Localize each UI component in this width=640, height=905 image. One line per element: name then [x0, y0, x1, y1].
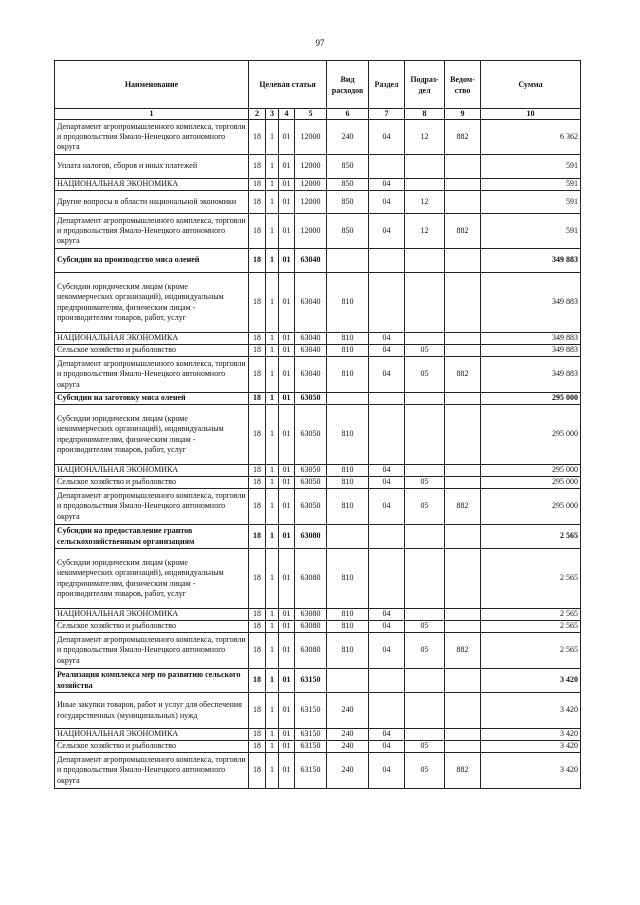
target-code-3: 01 — [279, 489, 295, 525]
expense-type-cell: 810 — [327, 489, 369, 525]
amount-cell: 349 883 — [481, 249, 581, 273]
department-cell — [445, 621, 481, 633]
target-code-3: 01 — [279, 214, 295, 249]
target-code-1: 18 — [249, 357, 266, 393]
table-row — [55, 249, 581, 273]
amount-cell: 2 565 — [481, 633, 581, 669]
subsection-cell: 05 — [405, 741, 445, 753]
target-code-1: 18 — [249, 191, 266, 214]
target-code-4: 63050 — [295, 393, 327, 405]
target-code-4: 63080 — [295, 621, 327, 633]
target-code-4: 63050 — [295, 405, 327, 465]
section-cell: 04 — [369, 179, 405, 191]
table-row — [55, 753, 581, 789]
row-name: Сельское хозяйство и рыболовство — [55, 621, 249, 633]
table-row — [55, 549, 581, 609]
target-code-4: 63150 — [295, 741, 327, 753]
column-number: 6 — [327, 109, 369, 120]
expense-type-cell — [327, 525, 369, 549]
target-code-4: 63080 — [295, 609, 327, 621]
target-code-2: 1 — [266, 693, 279, 729]
subsection-cell — [405, 155, 445, 179]
target-code-3: 01 — [279, 273, 295, 333]
row-name: Уплата налогов, сборов и иных платежей — [55, 155, 249, 179]
target-code-1: 18 — [249, 477, 266, 489]
target-code-3: 01 — [279, 179, 295, 191]
expense-type-cell — [327, 393, 369, 405]
target-code-1: 18 — [249, 489, 266, 525]
row-name: Сельское хозяйство и рыболовство — [55, 345, 249, 357]
table-row — [55, 191, 581, 214]
header-row — [55, 61, 581, 109]
section-cell: 04 — [369, 621, 405, 633]
expense-type-cell: 810 — [327, 333, 369, 345]
subsection-cell: 05 — [405, 345, 445, 357]
target-code-1: 18 — [249, 609, 266, 621]
column-number: 1 — [55, 109, 249, 120]
section-cell — [369, 393, 405, 405]
subsection-cell — [405, 179, 445, 191]
department-cell — [445, 155, 481, 179]
department-cell: 882 — [445, 489, 481, 525]
subsection-cell: 12 — [405, 214, 445, 249]
target-code-4: 63040 — [295, 333, 327, 345]
department-cell — [445, 729, 481, 741]
expense-type-cell: 850 — [327, 214, 369, 249]
section-cell: 04 — [369, 214, 405, 249]
table-body — [55, 120, 581, 789]
target-code-1: 18 — [249, 393, 266, 405]
subsection-cell — [405, 393, 445, 405]
expense-type-cell: 810 — [327, 345, 369, 357]
column-number: 4 — [279, 109, 295, 120]
target-code-2: 1 — [266, 753, 279, 789]
target-code-2: 1 — [266, 621, 279, 633]
target-code-2: 1 — [266, 741, 279, 753]
subsection-cell — [405, 525, 445, 549]
column-number: 5 — [295, 109, 327, 120]
table-row — [55, 393, 581, 405]
target-code-2: 1 — [266, 405, 279, 465]
amount-cell: 295 000 — [481, 477, 581, 489]
subsection-cell: 12 — [405, 120, 445, 155]
amount-cell: 2 565 — [481, 609, 581, 621]
target-code-4: 63040 — [295, 273, 327, 333]
target-code-1: 18 — [249, 549, 266, 609]
target-code-3: 01 — [279, 249, 295, 273]
section-cell: 04 — [369, 729, 405, 741]
target-code-2: 1 — [266, 669, 279, 693]
amount-cell: 2 565 — [481, 549, 581, 609]
subsection-cell: 05 — [405, 633, 445, 669]
subsection-cell: 05 — [405, 489, 445, 525]
table-row — [55, 729, 581, 741]
target-code-4: 12000 — [295, 120, 327, 155]
target-code-3: 01 — [279, 345, 295, 357]
amount-cell: 349 883 — [481, 333, 581, 345]
department-cell: 882 — [445, 633, 481, 669]
expense-type-cell: 810 — [327, 621, 369, 633]
section-cell — [369, 525, 405, 549]
row-name: Департамент агропромышленного комплекса, торговли и продовольствия Ямало-Ненецкого автономного округа — [55, 357, 249, 393]
subsection-cell — [405, 249, 445, 273]
amount-cell: 295 000 — [481, 489, 581, 525]
row-name: НАЦИОНАЛЬНАЯ ЭКОНОМИКА — [55, 179, 249, 191]
subsection-cell — [405, 333, 445, 345]
target-code-4: 63040 — [295, 345, 327, 357]
target-code-3: 01 — [279, 729, 295, 741]
department-cell — [445, 741, 481, 753]
department-cell — [445, 549, 481, 609]
target-code-4: 63040 — [295, 249, 327, 273]
department-cell: 882 — [445, 120, 481, 155]
header-department: Ведом-ство — [445, 61, 481, 109]
section-cell: 04 — [369, 741, 405, 753]
target-code-4: 12000 — [295, 155, 327, 179]
target-code-2: 1 — [266, 179, 279, 191]
target-code-1: 18 — [249, 179, 266, 191]
target-code-1: 18 — [249, 693, 266, 729]
row-name: НАЦИОНАЛЬНАЯ ЭКОНОМИКА — [55, 609, 249, 621]
target-code-2: 1 — [266, 549, 279, 609]
target-code-3: 01 — [279, 633, 295, 669]
target-code-3: 01 — [279, 393, 295, 405]
target-code-4: 63050 — [295, 465, 327, 477]
row-name: НАЦИОНАЛЬНАЯ ЭКОНОМИКА — [55, 333, 249, 345]
row-name: Департамент агропромышленного комплекса, торговли и продовольствия Ямало-Ненецкого автономного округа — [55, 753, 249, 789]
target-code-2: 1 — [266, 357, 279, 393]
target-code-2: 1 — [266, 120, 279, 155]
target-code-1: 18 — [249, 621, 266, 633]
target-code-2: 1 — [266, 345, 279, 357]
target-code-1: 18 — [249, 214, 266, 249]
target-code-1: 18 — [249, 669, 266, 693]
row-name: Департамент агропромышленного комплекса, торговли и продовольствия Ямало-Ненецкого автономного округа — [55, 489, 249, 525]
section-cell — [369, 669, 405, 693]
table-row — [55, 345, 581, 357]
header-amount: Сумма — [481, 61, 581, 109]
subsection-cell — [405, 609, 445, 621]
target-code-4: 63150 — [295, 693, 327, 729]
row-name: Сельское хозяйство и рыболовство — [55, 477, 249, 489]
amount-cell: 3 420 — [481, 693, 581, 729]
amount-cell: 2 565 — [481, 525, 581, 549]
target-code-3: 01 — [279, 357, 295, 393]
section-cell — [369, 273, 405, 333]
subsection-cell: 05 — [405, 357, 445, 393]
amount-cell: 591 — [481, 214, 581, 249]
amount-cell: 349 883 — [481, 273, 581, 333]
row-name: Департамент агропромышленного комплекса, торговли и продовольствия Ямало-Ненецкого автономного округа — [55, 633, 249, 669]
expense-type-cell — [327, 249, 369, 273]
expense-type-cell: 810 — [327, 465, 369, 477]
department-cell: 882 — [445, 357, 481, 393]
header-expense-type: Вид расходов — [327, 61, 369, 109]
amount-cell: 295 000 — [481, 405, 581, 465]
subsection-cell: 12 — [405, 191, 445, 214]
department-cell — [445, 693, 481, 729]
subsection-cell — [405, 465, 445, 477]
target-code-1: 18 — [249, 525, 266, 549]
target-code-4: 63080 — [295, 549, 327, 609]
target-code-2: 1 — [266, 525, 279, 549]
amount-cell: 591 — [481, 155, 581, 179]
expense-type-cell: 810 — [327, 273, 369, 333]
section-cell: 04 — [369, 333, 405, 345]
header-section: Раздел — [369, 61, 405, 109]
expense-type-cell: 810 — [327, 609, 369, 621]
table-row — [55, 669, 581, 693]
table-row — [55, 621, 581, 633]
subsection-cell — [405, 693, 445, 729]
target-code-1: 18 — [249, 155, 266, 179]
amount-cell: 3 420 — [481, 729, 581, 741]
expense-type-cell: 240 — [327, 753, 369, 789]
target-code-4: 63050 — [295, 489, 327, 525]
row-name: Субсидии юридическим лицам (кроме некоммерческих организаций), индивидуальным предпринимателям, физическим лицам - производителям товаров, работ, услуг — [55, 273, 249, 333]
section-cell — [369, 405, 405, 465]
section-cell: 04 — [369, 120, 405, 155]
expense-type-cell: 240 — [327, 693, 369, 729]
section-cell: 04 — [369, 345, 405, 357]
row-name: Субсидии юридическим лицам (кроме некоммерческих организаций), индивидуальным предпринимателям, физическим лицам - производителям товаров, работ, услуг — [55, 549, 249, 609]
amount-cell: 591 — [481, 179, 581, 191]
row-name: Субсидии на производство мяса оленей — [55, 249, 249, 273]
target-code-4: 63040 — [295, 357, 327, 393]
table-row — [55, 120, 581, 155]
amount-cell: 6 362 — [481, 120, 581, 155]
target-code-4: 63080 — [295, 525, 327, 549]
department-cell — [445, 669, 481, 693]
table-row — [55, 741, 581, 753]
table-row — [55, 214, 581, 249]
section-cell — [369, 155, 405, 179]
department-cell — [445, 525, 481, 549]
table-row — [55, 333, 581, 345]
department-cell — [445, 249, 481, 273]
expense-type-cell: 240 — [327, 120, 369, 155]
subsection-cell — [405, 669, 445, 693]
target-code-1: 18 — [249, 633, 266, 669]
table-row — [55, 609, 581, 621]
row-name: Другие вопросы в области национальной экономики — [55, 191, 249, 214]
row-name: Иные закупки товаров, работ и услуг для обеспечения государственных (муниципальных) нужд — [55, 693, 249, 729]
target-code-2: 1 — [266, 155, 279, 179]
department-cell — [445, 345, 481, 357]
amount-cell: 295 000 — [481, 465, 581, 477]
row-name: Департамент агропромышленного комплекса, торговли и продовольствия Ямало-Ненецкого автономного округа — [55, 214, 249, 249]
target-code-3: 01 — [279, 549, 295, 609]
target-code-2: 1 — [266, 214, 279, 249]
expense-type-cell: 810 — [327, 549, 369, 609]
table-row — [55, 179, 581, 191]
amount-cell: 3 420 — [481, 753, 581, 789]
department-cell — [445, 273, 481, 333]
subsection-cell — [405, 405, 445, 465]
table-row — [55, 693, 581, 729]
target-code-3: 01 — [279, 525, 295, 549]
target-code-3: 01 — [279, 120, 295, 155]
target-code-3: 01 — [279, 753, 295, 789]
section-cell: 04 — [369, 609, 405, 621]
section-cell: 04 — [369, 191, 405, 214]
expense-type-cell: 810 — [327, 633, 369, 669]
target-code-3: 01 — [279, 621, 295, 633]
row-name: Субсидии на предоставление грантов сельскохозяйственным организациям — [55, 525, 249, 549]
target-code-4: 63150 — [295, 753, 327, 789]
amount-cell: 349 883 — [481, 345, 581, 357]
department-cell — [445, 191, 481, 214]
target-code-2: 1 — [266, 609, 279, 621]
target-code-2: 1 — [266, 333, 279, 345]
target-code-1: 18 — [249, 405, 266, 465]
table-row — [55, 405, 581, 465]
amount-cell: 349 883 — [481, 357, 581, 393]
subsection-cell — [405, 549, 445, 609]
row-name: Департамент агропромышленного комплекса, торговли и продовольствия Ямало-Ненецкого автономного округа — [55, 120, 249, 155]
subsection-cell — [405, 273, 445, 333]
target-code-3: 01 — [279, 609, 295, 621]
column-number: 9 — [445, 109, 481, 120]
section-cell: 04 — [369, 477, 405, 489]
table-row — [55, 477, 581, 489]
target-code-1: 18 — [249, 333, 266, 345]
target-code-2: 1 — [266, 465, 279, 477]
target-code-3: 01 — [279, 741, 295, 753]
header-target: Целевая статья — [249, 61, 327, 109]
department-cell — [445, 333, 481, 345]
target-code-1: 18 — [249, 345, 266, 357]
amount-cell: 3 420 — [481, 669, 581, 693]
section-cell: 04 — [369, 357, 405, 393]
table-row — [55, 357, 581, 393]
expense-type-cell: 240 — [327, 729, 369, 741]
column-number: 3 — [266, 109, 279, 120]
expense-type-cell: 810 — [327, 357, 369, 393]
table-row — [55, 633, 581, 669]
section-cell — [369, 549, 405, 609]
target-code-1: 18 — [249, 753, 266, 789]
target-code-1: 18 — [249, 741, 266, 753]
table-row — [55, 273, 581, 333]
table-row — [55, 525, 581, 549]
expense-type-cell: 850 — [327, 155, 369, 179]
table-row — [55, 489, 581, 525]
target-code-4: 12000 — [295, 179, 327, 191]
section-cell: 04 — [369, 489, 405, 525]
section-cell: 04 — [369, 633, 405, 669]
target-code-3: 01 — [279, 669, 295, 693]
target-code-4: 12000 — [295, 191, 327, 214]
target-code-4: 63150 — [295, 669, 327, 693]
target-code-1: 18 — [249, 120, 266, 155]
section-cell: 04 — [369, 753, 405, 789]
target-code-4: 12000 — [295, 214, 327, 249]
expense-type-cell: 240 — [327, 741, 369, 753]
table-row — [55, 465, 581, 477]
department-cell: 882 — [445, 753, 481, 789]
row-name: Сельское хозяйство и рыболовство — [55, 741, 249, 753]
target-code-4: 63080 — [295, 633, 327, 669]
subsection-cell: 05 — [405, 621, 445, 633]
subsection-cell — [405, 729, 445, 741]
target-code-3: 01 — [279, 191, 295, 214]
expense-type-cell — [327, 669, 369, 693]
target-code-2: 1 — [266, 191, 279, 214]
column-number: 7 — [369, 109, 405, 120]
target-code-2: 1 — [266, 393, 279, 405]
target-code-3: 01 — [279, 465, 295, 477]
section-cell — [369, 249, 405, 273]
department-cell — [445, 405, 481, 465]
column-number: 2 — [249, 109, 266, 120]
subsection-cell: 05 — [405, 477, 445, 489]
column-number: 8 — [405, 109, 445, 120]
section-cell: 04 — [369, 465, 405, 477]
header-subsection: Подраз-дел — [405, 61, 445, 109]
row-name: НАЦИОНАЛЬНАЯ ЭКОНОМИКА — [55, 465, 249, 477]
target-code-3: 01 — [279, 333, 295, 345]
expense-type-cell: 850 — [327, 179, 369, 191]
target-code-3: 01 — [279, 155, 295, 179]
row-name: Реализация комплекса мер по развитию сельского хозяйства — [55, 669, 249, 693]
target-code-2: 1 — [266, 633, 279, 669]
target-code-4: 63050 — [295, 477, 327, 489]
department-cell: 882 — [445, 214, 481, 249]
row-name: Субсидии на заготовку мяса оленей — [55, 393, 249, 405]
amount-cell: 295 000 — [481, 393, 581, 405]
budget-table — [54, 60, 581, 789]
column-number: 10 — [481, 109, 581, 120]
target-code-1: 18 — [249, 249, 266, 273]
target-code-1: 18 — [249, 729, 266, 741]
target-code-2: 1 — [266, 249, 279, 273]
expense-type-cell: 850 — [327, 191, 369, 214]
column-numbers-row — [55, 109, 581, 120]
amount-cell: 2 565 — [481, 621, 581, 633]
department-cell — [445, 465, 481, 477]
amount-cell: 591 — [481, 191, 581, 214]
target-code-2: 1 — [266, 729, 279, 741]
section-cell — [369, 693, 405, 729]
page-number: 97 — [315, 38, 325, 48]
target-code-4: 63150 — [295, 729, 327, 741]
target-code-3: 01 — [279, 477, 295, 489]
header-name: Наименование — [55, 61, 249, 109]
row-name: Субсидии юридическим лицам (кроме некоммерческих организаций), индивидуальным предпринимателям, физическим лицам - производителям товаров, работ, услуг — [55, 405, 249, 465]
target-code-3: 01 — [279, 693, 295, 729]
department-cell — [445, 477, 481, 489]
table-row — [55, 155, 581, 179]
department-cell — [445, 609, 481, 621]
target-code-1: 18 — [249, 465, 266, 477]
target-code-1: 18 — [249, 273, 266, 333]
target-code-3: 01 — [279, 405, 295, 465]
subsection-cell: 05 — [405, 753, 445, 789]
row-name: НАЦИОНАЛЬНАЯ ЭКОНОМИКА — [55, 729, 249, 741]
target-code-2: 1 — [266, 489, 279, 525]
expense-type-cell: 810 — [327, 477, 369, 489]
amount-cell: 3 420 — [481, 741, 581, 753]
target-code-2: 1 — [266, 477, 279, 489]
department-cell — [445, 179, 481, 191]
target-code-2: 1 — [266, 273, 279, 333]
department-cell — [445, 393, 481, 405]
expense-type-cell: 810 — [327, 405, 369, 465]
